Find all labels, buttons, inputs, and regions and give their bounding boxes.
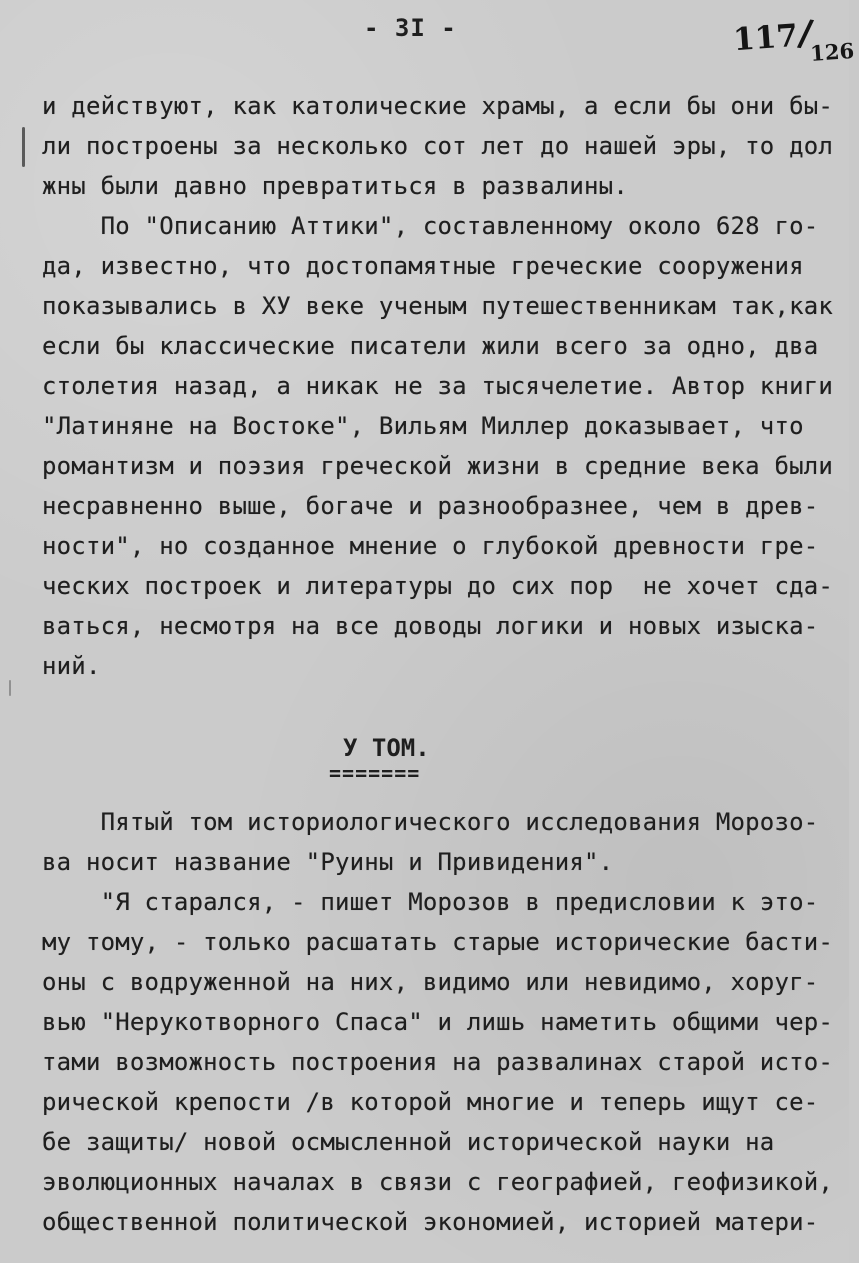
archive-primary-number: 117 bbox=[732, 17, 800, 59]
paragraph-line: ческих построек и литературы до сих пор не хочет сда- bbox=[42, 572, 834, 600]
paragraph-line: несравненно выше, богаче и разнообразнее, чем в древ- bbox=[42, 492, 819, 520]
left-margin-spot bbox=[9, 680, 11, 696]
paragraph-line: "Латиняне на Востоке", Вильям Миллер доказывает, что bbox=[42, 412, 804, 440]
section-underline: ======= bbox=[329, 761, 421, 785]
paragraph-line: жны были давно превратиться в развалины. bbox=[42, 172, 628, 200]
paragraph-line: столетия назад, а никак не за тысячелетие. Автор книги bbox=[42, 372, 834, 400]
paragraph-line: ваться, несмотря на все доводы логики и новых изыска- bbox=[42, 612, 819, 640]
archive-separator: / bbox=[795, 11, 815, 55]
page-number: - 3I - bbox=[364, 14, 457, 42]
archive-secondary-number: 126 bbox=[809, 37, 855, 66]
paragraph-line: вью "Нерукотворного Спаса" и лишь наметить общими чер- bbox=[42, 1008, 834, 1036]
paragraph-line: ности", но созданное мнение о глубокой древности гре- bbox=[42, 532, 819, 560]
paragraph-line: Пятый том историологического исследования Морозо- bbox=[42, 808, 819, 836]
paragraph-line: показывались в ХУ веке ученым путешественникам так,как bbox=[42, 292, 834, 320]
paragraph-line: общественной политической экономией, историей матери- bbox=[42, 1208, 819, 1236]
paragraph-line: бе защиты/ новой осмысленной исторической науки на bbox=[42, 1128, 775, 1156]
paragraph-line: По "Описанию Аттики", составленному около 628 го- bbox=[42, 212, 819, 240]
paragraph-line: романтизм и поэзия греческой жизни в средние века были bbox=[42, 452, 834, 480]
paragraph-line: ли построены за несколько сот лет до нашей эры, то дол bbox=[42, 132, 834, 160]
left-margin-mark bbox=[22, 127, 25, 167]
paragraph-line: и действуют, как католические храмы, а если бы они бы- bbox=[42, 92, 834, 120]
paragraph-line: эволюционных началах в связи с географией, геофизикой, bbox=[42, 1168, 834, 1196]
archive-number bbox=[732, 11, 858, 66]
paragraph-line: ва носит название "Руины и Привидения". bbox=[42, 848, 614, 876]
paragraph-line: ний. bbox=[42, 652, 101, 680]
paragraph-line: тами возможность построения на развалинах старой исто- bbox=[42, 1048, 834, 1076]
paragraph-line: "Я старался, - пишет Морозов в предисловии к это- bbox=[42, 888, 819, 916]
paragraph-line: рической крепости /в которой многие и теперь ищут се- bbox=[42, 1088, 819, 1116]
paragraph-line: му тому, - только расшатать старые исторические басти- bbox=[42, 928, 834, 956]
paragraph-line: оны с водруженной на них, видимо или невидимо, хоруг- bbox=[42, 968, 819, 996]
paragraph-line: да, известно, что достопамятные греческие сооружения bbox=[42, 252, 804, 280]
paragraph-line: если бы классические писатели жили всего за одно, два bbox=[42, 332, 819, 360]
section-title: У ТОМ. bbox=[343, 734, 430, 762]
